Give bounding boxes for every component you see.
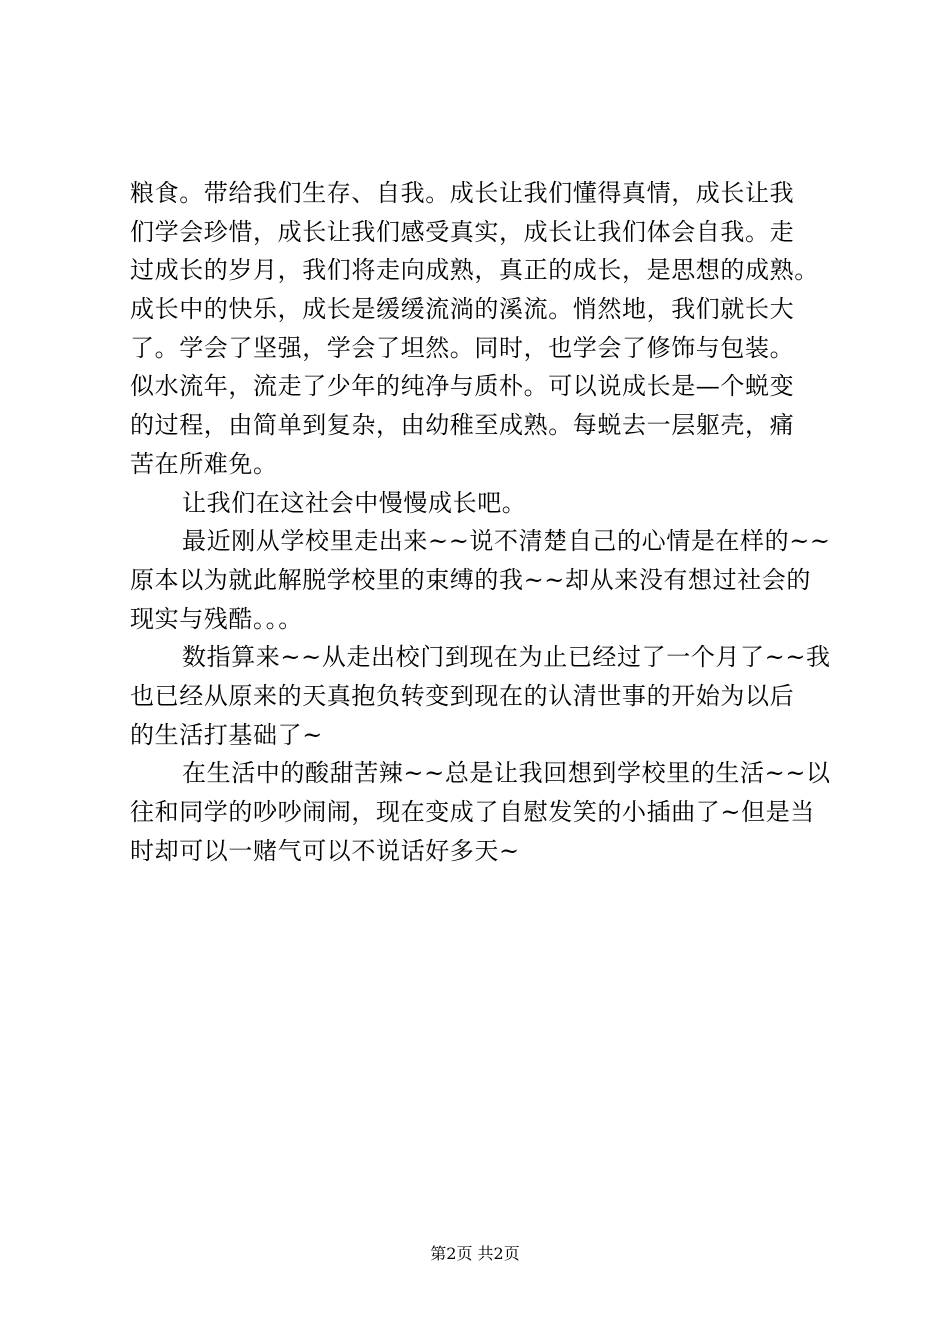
text-line: 似水流年，流走了少年的纯净与质朴。可以说成长是—个蜕变 [130, 372, 795, 401]
document-body [130, 174, 836, 870]
text-line: 了。学会了坚强，学会了坦然。同时，也学会了修饰与包装。 [130, 333, 795, 362]
paragraph-first-line: 最近刚从学校里走出来~~说不清楚自己的心情是在样的~~ [182, 527, 831, 556]
text-line: 现实与残酷。。。 [130, 604, 303, 633]
paragraph-first-line: 在生活中的酸甜苦辣~~总是让我回想到学校里的生活~~以 [182, 759, 831, 788]
text-line: 粮食。带给我们生存、自我。成长让我们懂得真情，成长让我 [130, 179, 795, 207]
text-line: 时却可以一赌气可以不说话好多天~ [130, 836, 520, 865]
text-line: 苦在所难免。 [130, 449, 278, 478]
paragraph-first-line: 让我们在这社会中慢慢成长吧。 [182, 488, 527, 517]
page-footer [0, 1244, 950, 1264]
text-line: 的过程，由简单到复杂，由幼稚至成熟。每蜕去一层躯壳，痛 [130, 411, 795, 440]
text-line: 们学会珍惜，成长让我们感受真实，成长让我们体会自我。走 [130, 217, 795, 246]
text-line: 成长中的快乐，成长是缓缓流淌的溪流。悄然地，我们就长大 [130, 295, 795, 324]
page-number-label: 第2页 共2页 [430, 1244, 520, 1263]
text-line: 的生活打基础了~ [130, 720, 323, 749]
paragraph-first-line: 数指算来~~从走出校门到现在为止已经过了一个月了~~我 [182, 643, 831, 672]
text-line: 往和同学的吵吵闹闹，现在变成了自慰发笑的小插曲了~但是当 [130, 798, 815, 826]
text-line: 原本以为就此解脱学校里的束缚的我~~却从来没有想过社会的 [130, 565, 812, 594]
text-line: 也已经从原来的天真抱负转变到现在的认清世事的开始为以后 [130, 681, 795, 710]
text-line: 过成长的岁月，我们将走向成熟，真正的成长，是思想的成熟。 [130, 256, 819, 285]
